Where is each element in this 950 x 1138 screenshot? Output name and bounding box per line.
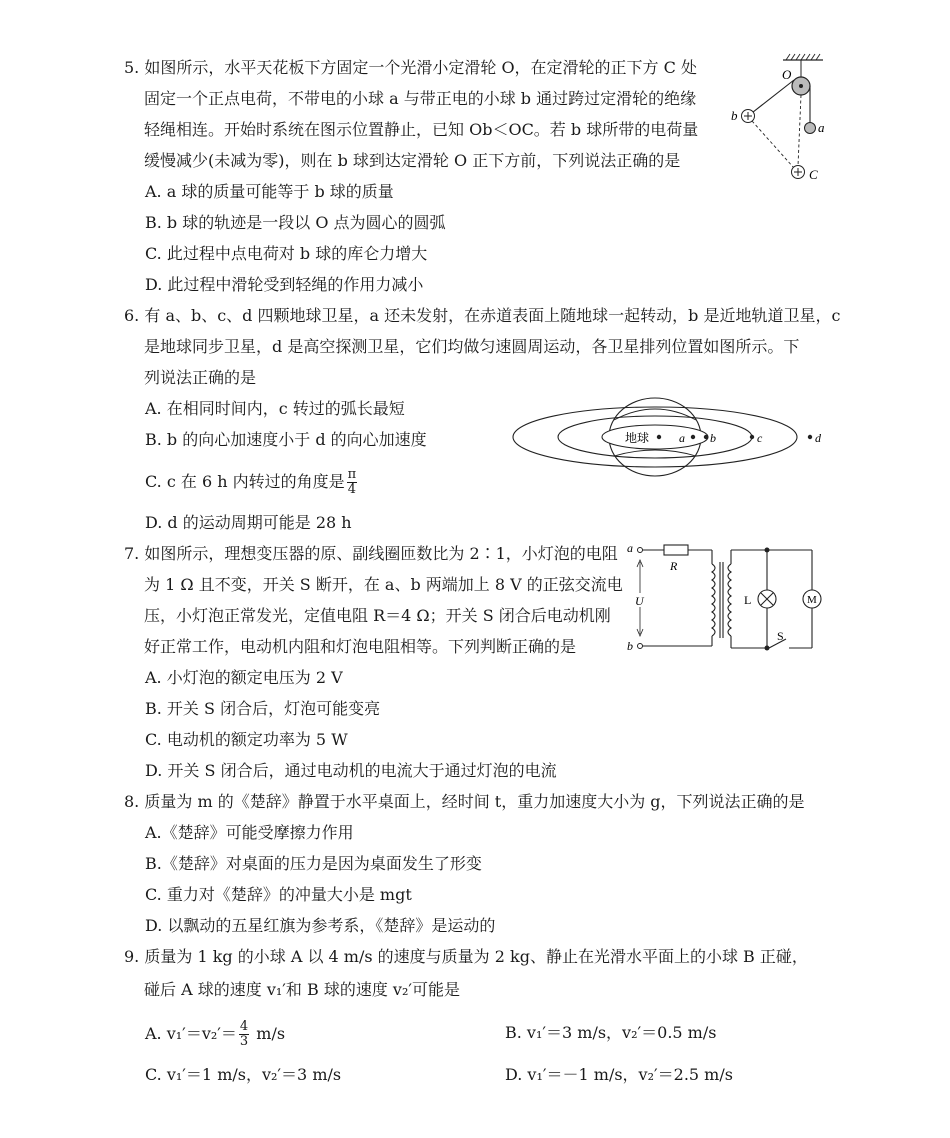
q6-orbit-figure [512, 398, 832, 478]
q6-option-d: D. d 的运动周期可能是 28 h [145, 513, 352, 532]
q7-label-l: L [744, 593, 752, 607]
q5-stem-line-3: 轻绳相连。开始时系统在图示位置静止，已知 Ob＜OC。若 b 球所带的电荷量 [144, 120, 699, 139]
q7-label-b: b [627, 639, 633, 653]
q7-option-d: D. 开关 S 闭合后，通过电动机的电流大于通过灯泡的电流 [145, 761, 557, 780]
q6-label-d: d [815, 431, 821, 445]
q9-option-c: C. v₁′＝1 m/s，v₂′＝3 m/s [145, 1065, 342, 1084]
q6-option-c-text: C. c 在 6 h 内转过的角度是 [145, 472, 345, 491]
q5-pulley-figure [728, 52, 828, 187]
q8-stem-line-1: 8. 质量为 m 的《楚辞》静置于水平桌面上，经时间 t，重力加速度大小为 g，下列说法正确的是 [124, 792, 805, 811]
q6-label-a: a [679, 431, 685, 445]
q6-option-c [145, 468, 359, 497]
q6-label-earth: 地球 [625, 431, 650, 445]
q9-option-a-text: A. v₁′＝v₂′＝ [145, 1024, 237, 1043]
q6-stem-line-2: 是地球同步卫星，d 是高空探测卫星，它们均做匀速圆周运动，各卫星排列位置如图所示。下 [144, 337, 800, 356]
q6-label-c: c [757, 431, 763, 445]
q7-circuit-figure [624, 540, 834, 655]
q5-label-b: b [731, 108, 738, 123]
q7-option-b: B. 开关 S 闭合后，灯泡可能变亮 [145, 699, 381, 718]
q8-option-b: B.《楚辞》对桌面的压力是因为桌面发生了形变 [145, 854, 482, 873]
q9-option-d: D. v₁′＝－1 m/s，v₂′＝2.5 m/s [505, 1065, 733, 1084]
q6-label-b: b [710, 431, 716, 445]
q6-option-c-fraction: $\frac{\pi}{4}$ [347, 467, 357, 497]
q5-label-a: a [818, 120, 825, 135]
q6-option-b: B. b 的向心加速度小于 d 的向心加速度 [145, 430, 427, 449]
q9-option-a-fraction: $\frac{4}{3}$ [239, 1019, 249, 1049]
q6-stem-line-3: 列说法正确的是 [144, 368, 257, 387]
q5-option-b: B. b 球的轨迹是一段以 O 点为圆心的圆弧 [145, 213, 446, 232]
q7-label-m: M [807, 594, 817, 606]
q7-label-u: U [635, 594, 644, 608]
q5-stem-line-1: 5. 如图所示，水平天花板下方固定一个光滑小定滑轮 O，在定滑轮的正下方 C 处 [124, 58, 697, 77]
q7-label-s: S [777, 629, 784, 643]
q8-option-c: C. 重力对《楚辞》的冲量大小是 mgt [145, 885, 412, 904]
q9-stem-line-2: 碰后 A 球的速度 v₁′和 B 球的速度 v₂′可能是 [144, 980, 461, 999]
q7-label-a: a [627, 541, 633, 555]
q7-option-a: A. 小灯泡的额定电压为 2 V [145, 668, 343, 687]
q7-stem-line-4: 好正常工作，电动机内阻和灯泡电阻相等。下列判断正确的是 [144, 637, 577, 656]
q9-option-a-unit: m/s [251, 1024, 286, 1043]
q5-option-a: A. a 球的质量可能等于 b 球的质量 [145, 182, 394, 201]
q8-option-d: D. 以飘动的五星红旗为参考系，《楚辞》是运动的 [145, 916, 496, 935]
q5-stem-line-2: 固定一个正点电荷，不带电的小球 a 与带正电的小球 b 通过跨过定滑轮的绝缘 [144, 89, 697, 108]
q5-label-c: C [809, 167, 818, 182]
q9-option-b: B. v₁′＝3 m/s，v₂′＝0.5 m/s [505, 1023, 717, 1042]
q7-option-c: C. 电动机的额定功率为 5 W [145, 730, 348, 749]
q9-option-a [145, 1020, 285, 1049]
q6-option-a: A. 在相同时间内，c 转过的弧长最短 [145, 399, 405, 418]
q9-stem-line-1: 9. 质量为 1 kg 的小球 A 以 4 m/s 的速度与质量为 2 kg、静止在光滑水平面上的小球 B 正碰， [124, 947, 808, 966]
q7-stem-line-2: 为 1 Ω 且不变，开关 S 断开，在 a、b 两端加上 8 V 的正弦交流电 [144, 575, 623, 594]
q7-stem-line-3: 压，小灯泡正常发光，定值电阻 R＝4 Ω；开关 S 闭合后电动机刚 [144, 606, 611, 625]
q5-label-o: O [782, 67, 792, 82]
q7-label-r: R [670, 559, 678, 573]
q5-stem-line-4: 缓慢减少(未减为零)，则在 b 球到达定滑轮 O 正下方前，下列说法正确的是 [144, 151, 681, 170]
q8-option-a: A.《楚辞》可能受摩擦力作用 [145, 823, 354, 842]
q5-option-d: D. 此过程中滑轮受到轻绳的作用力减小 [145, 275, 424, 294]
q5-option-c: C. 此过程中点电荷对 b 球的库仑力增大 [145, 244, 428, 263]
q6-stem-line-1: 6. 有 a、b、c、d 四颗地球卫星，a 还未发射，在赤道表面上随地球一起转动，b 是近地轨道卫星，c [124, 306, 841, 325]
q7-stem-line-1: 7. 如图所示，理想变压器的原、副线圈匝数比为 2∶1，小灯泡的电阻 [124, 544, 618, 563]
